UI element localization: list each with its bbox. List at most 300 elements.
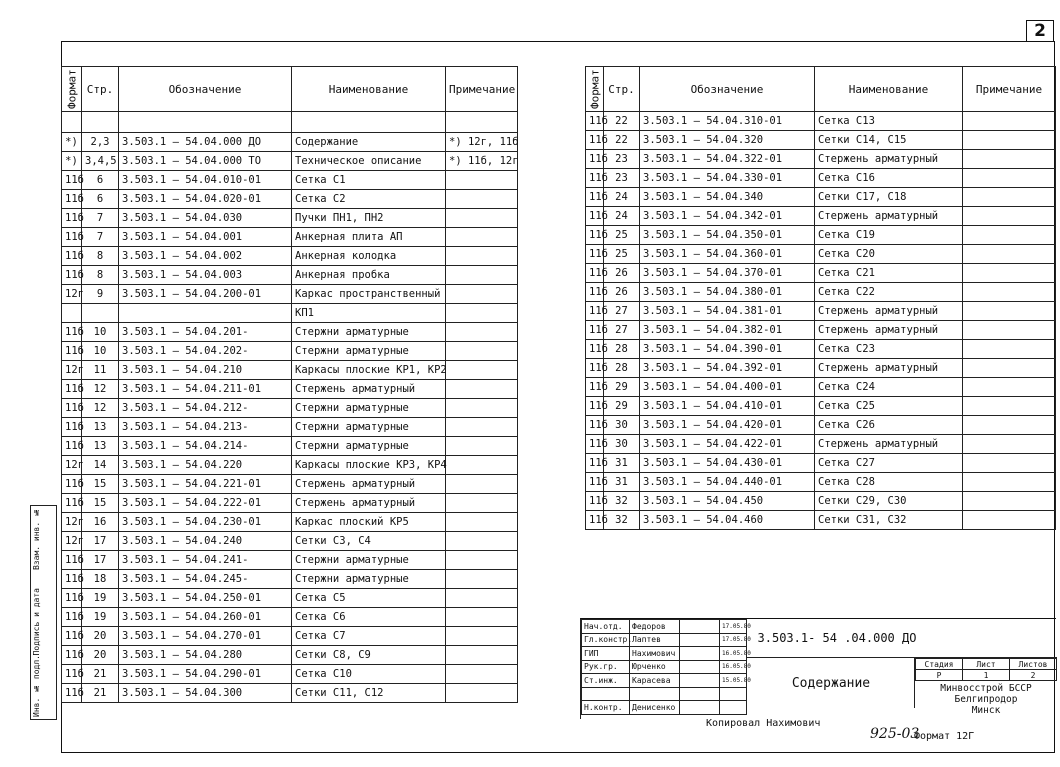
approval-role: Рук.гр. (582, 660, 630, 674)
copied-by: Копировал Нахимович (706, 718, 821, 729)
cell-note (446, 646, 518, 665)
cell-format: 11б (586, 283, 604, 302)
approval-person: Нахимович (630, 647, 680, 661)
cell-designation: 3.503.1 – 54.04.450 (640, 492, 815, 511)
cell-page: 16 (82, 513, 119, 532)
cell-designation: 3.503.1 – 54.04.210 (119, 361, 292, 380)
cell-name: Стержень арматурный (292, 475, 446, 494)
cell-designation: 3.503.1 – 54.04.270-01 (119, 627, 292, 646)
stage-label: Стадия (916, 659, 963, 670)
cell-designation: 3.503.1 – 54.04.330-01 (640, 169, 815, 188)
cell-note (963, 226, 1056, 245)
table-row (586, 207, 1056, 226)
cell-note (446, 209, 518, 228)
cell-note (446, 266, 518, 285)
approval-signature (680, 701, 720, 715)
cell-format: 11б (586, 321, 604, 340)
cell-format: 11б (62, 266, 82, 285)
cell-designation: 3.503.1 – 54.04.322-01 (640, 150, 815, 169)
cell-format: 11б (586, 302, 604, 321)
cell-note (446, 418, 518, 437)
table-row (62, 323, 518, 342)
cell-format: 11б (586, 359, 604, 378)
document-title: Содержание (746, 657, 915, 708)
cell-name: Пучки ПН1, ПН2 (292, 209, 446, 228)
cell-format: 11б (62, 608, 82, 627)
cell-page: 31 (604, 473, 640, 492)
cell-note (963, 321, 1056, 340)
cell-note (963, 416, 1056, 435)
table-row (62, 228, 518, 247)
cell-page: 18 (82, 570, 119, 589)
cell-note (963, 511, 1056, 530)
cell-page: 13 (82, 437, 119, 456)
cell-page: 17 (82, 551, 119, 570)
cell-note (963, 169, 1056, 188)
approval-row (582, 674, 747, 688)
cell-format: 11б (62, 494, 82, 513)
approval-date (720, 701, 747, 715)
cell-designation: 3.503.1 – 54.04.001 (119, 228, 292, 247)
cell-note (963, 131, 1056, 150)
table-row (62, 380, 518, 399)
table-row (62, 551, 518, 570)
cell-page: 12 (82, 380, 119, 399)
cell-name: Сетки С14, С15 (815, 131, 963, 150)
cell-page: 27 (604, 321, 640, 340)
cell-name: Стержни арматурные (292, 437, 446, 456)
cell-page: 11 (82, 361, 119, 380)
cell-page: 26 (604, 264, 640, 283)
table-row (586, 473, 1056, 492)
table-row (62, 513, 518, 532)
table-row (586, 359, 1056, 378)
cell-note (963, 454, 1056, 473)
cell-designation: 3.503.1 – 54.04.310-01 (640, 112, 815, 131)
cell-format: 11б (62, 437, 82, 456)
cell-page: 22 (604, 131, 640, 150)
header-note: Примечание (963, 67, 1056, 112)
side-stamp-replace: Взам. инв. № (32, 508, 41, 570)
approval-table (581, 619, 751, 715)
cell-page: 6 (82, 171, 119, 190)
cell-note (446, 437, 518, 456)
cell-note (446, 456, 518, 475)
cell-name: Сетки С31, С32 (815, 511, 963, 530)
cell-name: Сетка С19 (815, 226, 963, 245)
cell-page: 27 (604, 302, 640, 321)
organization (915, 683, 1057, 716)
table-row (62, 684, 518, 703)
cell-page: 19 (82, 589, 119, 608)
approval-role: Нач.отд. (582, 620, 630, 634)
table-row (62, 361, 518, 380)
cell-designation: 3.503.1 – 54.04.214- (119, 437, 292, 456)
cell-designation: 3.503.1 – 54.04.213- (119, 418, 292, 437)
cell-note (963, 397, 1056, 416)
cell-page: 28 (604, 359, 640, 378)
cell-designation: 3.503.1 – 54.04.410-01 (640, 397, 815, 416)
table-row (62, 437, 518, 456)
cell-name: Сетка С10 (292, 665, 446, 684)
side-stamp-signature: Подпись и дата (32, 588, 41, 656)
cell-designation: 3.503.1 – 54.04.420-01 (640, 416, 815, 435)
cell-name: Сетка С20 (815, 245, 963, 264)
table-row (62, 133, 518, 152)
cell-page: 21 (82, 665, 119, 684)
cell-designation: 3.503.1 – 54.04.392-01 (640, 359, 815, 378)
cell-page: 26 (604, 283, 640, 302)
table-row (586, 454, 1056, 473)
table-row (586, 416, 1056, 435)
cell-designation: 3.503.1 – 54.04.260-01 (119, 608, 292, 627)
cell-page: 20 (82, 627, 119, 646)
cell-page: 7 (82, 209, 119, 228)
cell-name: Каркас пространственный (292, 285, 446, 304)
header-designation: Обозначение (119, 67, 292, 112)
approval-role: Гл.констр. (582, 633, 630, 647)
cell-note (446, 247, 518, 266)
cell-format: 11б (62, 209, 82, 228)
cell-name: Анкерная пробка (292, 266, 446, 285)
cell-note (963, 473, 1056, 492)
cell-format: 11б (586, 492, 604, 511)
cell-name: Техническое описание (292, 152, 446, 171)
cell-note (446, 589, 518, 608)
cell-note: *) 11б, 12г (446, 152, 518, 171)
cell-name: Содержание (292, 133, 446, 152)
table-row (586, 264, 1056, 283)
cell-page: 28 (604, 340, 640, 359)
cell-name: Сетка С25 (815, 397, 963, 416)
cell-format: *) (62, 152, 82, 171)
approval-person: Юрченко (630, 660, 680, 674)
cell-designation: 3.503.1 – 54.04.460 (640, 511, 815, 530)
cell-page: 32 (604, 492, 640, 511)
table-row (62, 304, 518, 323)
table-row (586, 188, 1056, 207)
approval-date: 17.05.80 (720, 633, 747, 647)
cell-name: Стержни арматурные (292, 399, 446, 418)
cell-note (963, 359, 1056, 378)
cell-name: Сетка С2 (292, 190, 446, 209)
cell-name: Стержни арматурные (292, 342, 446, 361)
cell-page (82, 304, 119, 323)
cell-note (446, 285, 518, 304)
cell-designation: 3.503.1 – 54.04.220 (119, 456, 292, 475)
cell-page: 17 (82, 532, 119, 551)
cell-page: 2,3 (82, 133, 119, 152)
cell-name: Сетки С8, С9 (292, 646, 446, 665)
cell-page: 23 (604, 169, 640, 188)
table-row (62, 608, 518, 627)
cell-format (62, 304, 82, 323)
cell-note (446, 608, 518, 627)
cell-designation: 3.503.1 – 54.04.222-01 (119, 494, 292, 513)
cell-note (963, 340, 1056, 359)
table-header-row (586, 67, 1056, 112)
cell-format: 11б (586, 511, 604, 530)
cell-format: 11б (586, 473, 604, 492)
side-stamp (30, 505, 57, 720)
cell-designation (119, 304, 292, 323)
cell-page: 10 (82, 342, 119, 361)
approval-role: Ст.инж. (582, 674, 630, 688)
cell-format: 11б (586, 264, 604, 283)
sheet-value: 1 (963, 670, 1010, 681)
format-note: Формат 12Г (914, 731, 975, 742)
table-row (586, 397, 1056, 416)
cell-format: 11б (586, 245, 604, 264)
table-row (62, 171, 518, 190)
cell-format: 12г (62, 285, 82, 304)
cell-name: Сетка С1 (292, 171, 446, 190)
cell-designation: 3.503.1 – 54.04.320 (640, 131, 815, 150)
cell-designation: 3.503.1 – 54.04.430-01 (640, 454, 815, 473)
cell-format: 12г (62, 456, 82, 475)
cell-note (963, 283, 1056, 302)
cell-format: 11б (586, 131, 604, 150)
header-page: Стр. (604, 67, 640, 112)
cell-format: 11б (62, 589, 82, 608)
cell-name: Каркас плоский КР5 (292, 513, 446, 532)
table-row (62, 209, 518, 228)
cell-designation: 3.503.1 – 54.04.212- (119, 399, 292, 418)
table-row (62, 190, 518, 209)
cell-note (446, 361, 518, 380)
cell-format: 11б (62, 646, 82, 665)
cell-page: 9 (82, 285, 119, 304)
cell-designation: 3.503.1 – 54.04.381-01 (640, 302, 815, 321)
cell-designation: 3.503.1 – 54.04.250-01 (119, 589, 292, 608)
cell-format: 11б (62, 323, 82, 342)
table-row (586, 511, 1056, 530)
cell-page: 13 (82, 418, 119, 437)
cell-note (446, 494, 518, 513)
cell-page: 19 (82, 608, 119, 627)
cell-name: Сетки С17, С18 (815, 188, 963, 207)
table-row (586, 283, 1056, 302)
cell-name: Стержни арматурные (292, 323, 446, 342)
cell-name: Сетка С27 (815, 454, 963, 473)
cell-note (963, 435, 1056, 454)
table-row (62, 646, 518, 665)
cell-format: 11б (586, 340, 604, 359)
cell-name: Сетка С5 (292, 589, 446, 608)
cell-format: 11б (586, 416, 604, 435)
cell-format: 11б (62, 399, 82, 418)
cell-designation: 3.503.1 – 54.04.290-01 (119, 665, 292, 684)
approval-role: ГИП (582, 647, 630, 661)
table-spacer-row (62, 112, 518, 133)
cell-format: 11б (62, 627, 82, 646)
cell-format: 11б (62, 247, 82, 266)
table-row (586, 150, 1056, 169)
cell-note (446, 228, 518, 247)
cell-designation: 3.503.1 – 54.04.241- (119, 551, 292, 570)
approval-signature (680, 660, 720, 674)
cell-name: Сетка С28 (815, 473, 963, 492)
cell-page: 24 (604, 188, 640, 207)
cell-note (963, 378, 1056, 397)
approval-person: Карасева (630, 674, 680, 688)
cell-format: 11б (62, 475, 82, 494)
cell-designation: 3.503.1 – 54.04.240 (119, 532, 292, 551)
approval-row (582, 701, 747, 715)
cell-name: Стержень арматурный (292, 380, 446, 399)
cell-page: 23 (604, 150, 640, 169)
cell-note (446, 532, 518, 551)
approval-date: 17.05.80 (720, 620, 747, 634)
table-row (62, 399, 518, 418)
cell-name: Стержни арматурные (292, 551, 446, 570)
cell-designation: 3.503.1 – 54.04.340 (640, 188, 815, 207)
cell-name: Сетки С11, С12 (292, 684, 446, 703)
cell-designation: 3.503.1 – 54.04.003 (119, 266, 292, 285)
cell-designation: 3.503.1 – 54.04.000 ДО (119, 133, 292, 152)
cell-name: Анкерная колодка (292, 247, 446, 266)
cell-name: Стержень арматурный (815, 207, 963, 226)
contents-table-left (61, 66, 518, 703)
cell-name: Сетка С23 (815, 340, 963, 359)
cell-name: Сетка С16 (815, 169, 963, 188)
cell-name: Стержень арматурный (815, 321, 963, 340)
cell-designation: 3.503.1 – 54.04.020-01 (119, 190, 292, 209)
cell-name: Стержни арматурные (292, 570, 446, 589)
approval-signature (680, 633, 720, 647)
cell-designation: 3.503.1 – 54.04.370-01 (640, 264, 815, 283)
cell-format: 11б (62, 342, 82, 361)
org-line-2: Белгипродор (954, 694, 1018, 705)
table-row (62, 532, 518, 551)
cell-name: Сетки С29, С30 (815, 492, 963, 511)
approval-signature (680, 674, 720, 688)
title-block (580, 618, 1056, 719)
cell-page: 32 (604, 511, 640, 530)
cell-designation: 3.503.1 – 54.04.230-01 (119, 513, 292, 532)
cell-page: 15 (82, 494, 119, 513)
cell-designation: 3.503.1 – 54.04.400-01 (640, 378, 815, 397)
table-row (62, 475, 518, 494)
header-format: Формат (62, 67, 82, 112)
cell-note (446, 475, 518, 494)
cell-note (963, 188, 1056, 207)
sheets-label: Листов (1010, 659, 1057, 670)
table-row (62, 665, 518, 684)
cell-designation: 3.503.1 – 54.04.380-01 (640, 283, 815, 302)
approval-date (720, 687, 747, 701)
cell-designation: 3.503.1 – 54.04.440-01 (640, 473, 815, 492)
cell-name: КП1 (292, 304, 446, 323)
cell-designation: 3.503.1 – 54.04.002 (119, 247, 292, 266)
cell-designation: 3.503.1 – 54.04.360-01 (640, 245, 815, 264)
cell-format: 11б (586, 150, 604, 169)
cell-designation: 3.503.1 – 54.04.382-01 (640, 321, 815, 340)
approval-person: Федоров (630, 620, 680, 634)
cell-name: Стержень арматурный (815, 150, 963, 169)
cell-page: 25 (604, 245, 640, 264)
cell-designation: 3.503.1 – 54.04.000 ТО (119, 152, 292, 171)
cell-format: 11б (586, 378, 604, 397)
cell-note (446, 380, 518, 399)
cell-note (446, 171, 518, 190)
cell-page: 25 (604, 226, 640, 245)
table-row (586, 378, 1056, 397)
cell-note (963, 302, 1056, 321)
cell-note (446, 399, 518, 418)
table-row (586, 112, 1056, 131)
cell-format: 11б (586, 207, 604, 226)
cell-page: 30 (604, 416, 640, 435)
cell-name: Стержни арматурные (292, 418, 446, 437)
cell-format: 11б (62, 380, 82, 399)
cell-page: 8 (82, 247, 119, 266)
cell-format: 11б (62, 418, 82, 437)
cell-designation: 3.503.1 – 54.04.245- (119, 570, 292, 589)
approval-row (582, 633, 747, 647)
cell-name: Сетка С6 (292, 608, 446, 627)
table-row (586, 302, 1056, 321)
sheets-value: 2 (1010, 670, 1057, 681)
table-row (62, 418, 518, 437)
document-number: 925-03 (870, 726, 920, 742)
cell-designation: 3.503.1 – 54.04.010-01 (119, 171, 292, 190)
approval-row (582, 647, 747, 661)
cell-page: 20 (82, 646, 119, 665)
cell-note (446, 627, 518, 646)
cell-page: 10 (82, 323, 119, 342)
cell-note (446, 570, 518, 589)
cell-designation: 3.503.1 – 54.04.202- (119, 342, 292, 361)
cell-name: Сетка С22 (815, 283, 963, 302)
table-row (62, 247, 518, 266)
cell-name: Сетка С26 (815, 416, 963, 435)
cell-page: 8 (82, 266, 119, 285)
cell-note (446, 513, 518, 532)
table-row (586, 226, 1056, 245)
cell-page: 29 (604, 378, 640, 397)
cell-name: Анкерная плита АП (292, 228, 446, 247)
table-row (586, 169, 1056, 188)
cell-name: Сетка С7 (292, 627, 446, 646)
contents-table-right (585, 66, 1056, 530)
cell-page: 24 (604, 207, 640, 226)
cell-name: Стержень арматурный (815, 435, 963, 454)
cell-format: 11б (586, 454, 604, 473)
cell-format: 12г (62, 532, 82, 551)
header-page: Стр. (82, 67, 119, 112)
approval-person: Денисенко (630, 701, 680, 715)
cell-page: 31 (604, 454, 640, 473)
cell-designation: 3.503.1 – 54.04.201- (119, 323, 292, 342)
approval-row (582, 687, 747, 701)
cell-format: 11б (62, 551, 82, 570)
cell-note (446, 665, 518, 684)
cell-page: 12 (82, 399, 119, 418)
cell-page: 21 (82, 684, 119, 703)
cell-page: 15 (82, 475, 119, 494)
cell-format: 12г (62, 513, 82, 532)
cell-format: 11б (62, 684, 82, 703)
cell-note: *) 12г, 11б (446, 133, 518, 152)
header-format: Формат (586, 67, 604, 112)
page-number: 2 (1026, 20, 1054, 42)
sheet-label: Лист (963, 659, 1010, 670)
cell-page: 7 (82, 228, 119, 247)
stage-table (915, 658, 1057, 681)
table-row (62, 570, 518, 589)
approval-signature (680, 647, 720, 661)
